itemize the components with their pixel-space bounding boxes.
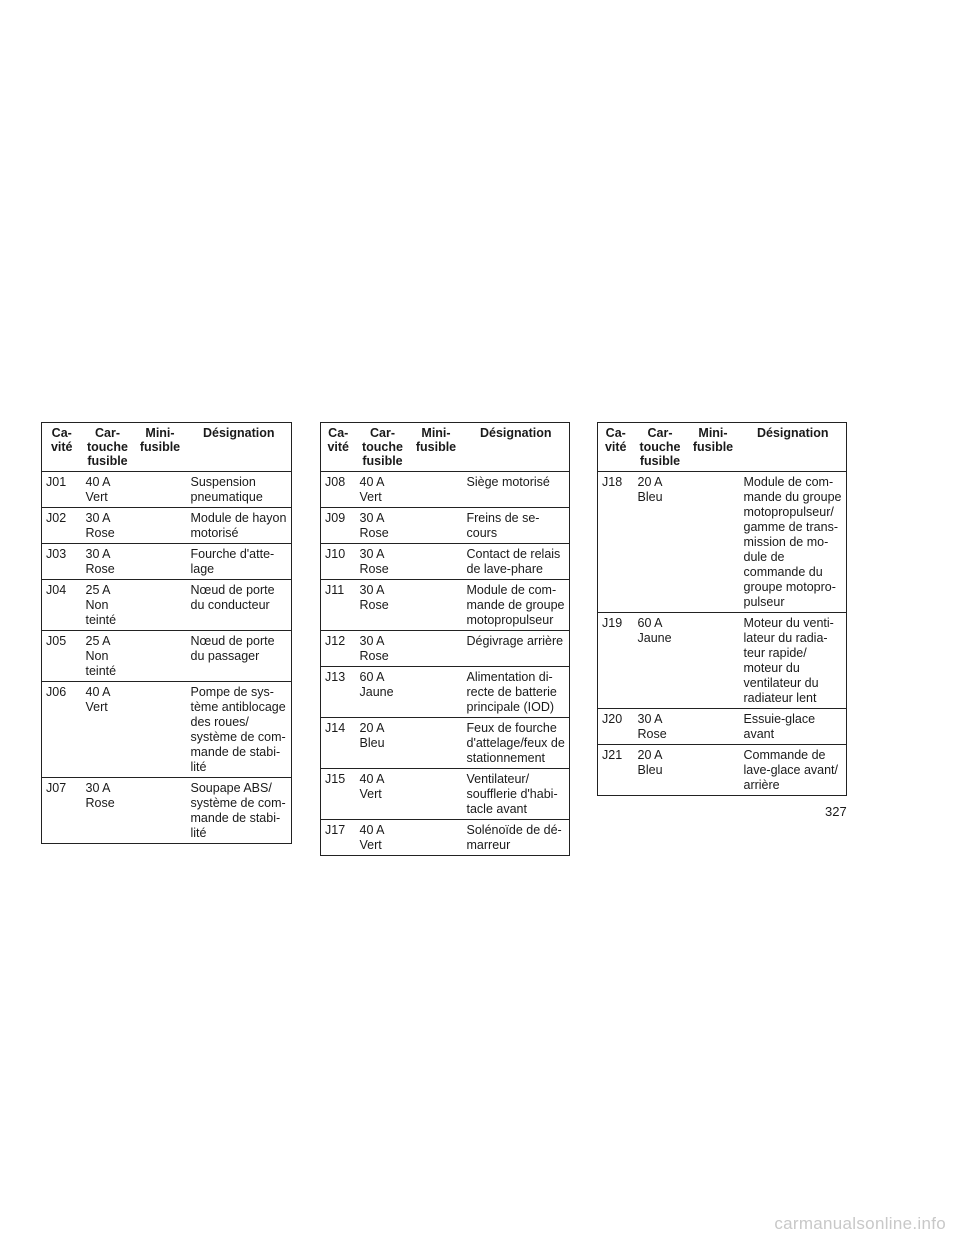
cartridge-fuse-cell: 30 A Rose: [356, 508, 410, 544]
designation-cell: Freins de se- cours: [463, 508, 570, 544]
header-designation: Désignation: [740, 423, 847, 472]
mini-fuse-cell: [410, 580, 463, 631]
table-row: [42, 508, 292, 544]
header-row: [42, 423, 292, 472]
cavity-cell: J11: [321, 580, 356, 631]
designation-cell: Ventilateur/ soufflerie d'habi- tacle avant: [463, 769, 570, 820]
mini-fuse-cell: [410, 667, 463, 718]
cartridge-fuse-cell: 60 A Jaune: [634, 613, 687, 709]
cavity-cell: J08: [321, 472, 356, 508]
cartridge-fuse-cell: 20 A Bleu: [634, 745, 687, 796]
mini-fuse-cell: [410, 544, 463, 580]
page-number: 327: [825, 804, 847, 819]
header-cavity: Ca- vité: [598, 423, 634, 472]
designation-cell: Module de hayon motorisé: [187, 508, 292, 544]
designation-cell: Nœud de porte du passager: [187, 631, 292, 682]
cavity-cell: J18: [598, 472, 634, 613]
designation-cell: Alimentation di- recte de batterie principale (IOD): [463, 667, 570, 718]
cartridge-fuse-cell: 40 A Vert: [356, 472, 410, 508]
table-row: [42, 778, 292, 844]
cartridge-fuse-cell: 25 A Non teinté: [82, 580, 134, 631]
designation-cell: Dégivrage arrière: [463, 631, 570, 667]
table-row: [321, 820, 570, 856]
designation-cell: Pompe de sys- tème antiblocage des roues/ système de com- mande de stabi- lité: [187, 682, 292, 778]
cavity-cell: J09: [321, 508, 356, 544]
designation-cell: Commande de lave-glace avant/ arrière: [740, 745, 847, 796]
watermark: carmanualsonline.info: [774, 1214, 946, 1233]
mini-fuse-cell: [410, 508, 463, 544]
header-row: [321, 423, 570, 472]
table-row: [42, 472, 292, 508]
cavity-cell: J13: [321, 667, 356, 718]
mini-fuse-cell: [687, 745, 740, 796]
cartridge-fuse-cell: 30 A Rose: [634, 709, 687, 745]
header-cavity: Ca- vité: [42, 423, 82, 472]
cavity-cell: J15: [321, 769, 356, 820]
cavity-cell: J21: [598, 745, 634, 796]
cartridge-fuse-cell: 30 A Rose: [82, 778, 134, 844]
cavity-cell: J04: [42, 580, 82, 631]
cavity-cell: J07: [42, 778, 82, 844]
table-row: [42, 682, 292, 778]
mini-fuse-cell: [410, 820, 463, 856]
table-row: [321, 508, 570, 544]
cavity-cell: J17: [321, 820, 356, 856]
cavity-cell: J19: [598, 613, 634, 709]
header-cartridge: Car- touche fusible: [356, 423, 410, 472]
table-row: [42, 631, 292, 682]
cartridge-fuse-cell: 25 A Non teinté: [82, 631, 134, 682]
table-row: [42, 580, 292, 631]
table-row: [321, 631, 570, 667]
table-row: [321, 769, 570, 820]
designation-cell: Module de com- mande du groupe motopropulseur/ gamme de trans- mission de mo- dule de commande du groupe motopro- pulseur: [740, 472, 847, 613]
cartridge-fuse-cell: 30 A Rose: [356, 580, 410, 631]
table-row: [598, 709, 847, 745]
mini-fuse-cell: [410, 718, 463, 769]
table-row: [42, 544, 292, 580]
cavity-cell: J10: [321, 544, 356, 580]
cartridge-fuse-cell: 60 A Jaune: [356, 667, 410, 718]
cavity-cell: J01: [42, 472, 82, 508]
header-cartridge: Car- touche fusible: [82, 423, 134, 472]
fuse-table-3: [597, 422, 847, 796]
cartridge-fuse-cell: 30 A Rose: [356, 544, 410, 580]
header-mini: Mini- fusible: [687, 423, 740, 472]
cartridge-fuse-cell: 40 A Vert: [356, 769, 410, 820]
fuse-table-1: [41, 422, 292, 844]
cavity-cell: J06: [42, 682, 82, 778]
designation-cell: Fourche d'atte- lage: [187, 544, 292, 580]
header-mini: Mini- fusible: [410, 423, 463, 472]
fuse-table-2: [320, 422, 570, 856]
mini-fuse-cell: [687, 613, 740, 709]
table-row: [598, 613, 847, 709]
table-row: [321, 544, 570, 580]
designation-cell: Module de com- mande de groupe motopropulseur: [463, 580, 570, 631]
mini-fuse-cell: [687, 472, 740, 613]
cartridge-fuse-cell: 20 A Bleu: [356, 718, 410, 769]
cartridge-fuse-cell: 40 A Vert: [82, 682, 134, 778]
mini-fuse-cell: [410, 472, 463, 508]
header-designation: Désignation: [187, 423, 292, 472]
table-row: [598, 472, 847, 613]
mini-fuse-cell: [134, 472, 187, 508]
designation-cell: Siège motorisé: [463, 472, 570, 508]
mini-fuse-cell: [134, 778, 187, 844]
table-row: [321, 667, 570, 718]
header-mini: Mini- fusible: [134, 423, 187, 472]
cartridge-fuse-cell: 40 A Vert: [356, 820, 410, 856]
designation-cell: Nœud de porte du conducteur: [187, 580, 292, 631]
designation-cell: Moteur du venti- lateur du radia- teur rapide/ moteur du ventilateur du radiateur lent: [740, 613, 847, 709]
cartridge-fuse-cell: 30 A Rose: [82, 544, 134, 580]
mini-fuse-cell: [134, 508, 187, 544]
cavity-cell: J02: [42, 508, 82, 544]
header-row: [598, 423, 847, 472]
cartridge-fuse-cell: 30 A Rose: [356, 631, 410, 667]
mini-fuse-cell: [410, 769, 463, 820]
mini-fuse-cell: [134, 631, 187, 682]
cavity-cell: J14: [321, 718, 356, 769]
designation-cell: Contact de relais de lave-phare: [463, 544, 570, 580]
designation-cell: Feux de fourche d'attelage/feux de stationnement: [463, 718, 570, 769]
designation-cell: Solénoïde de dé- marreur: [463, 820, 570, 856]
designation-cell: Suspension pneumatique: [187, 472, 292, 508]
mini-fuse-cell: [134, 580, 187, 631]
cavity-cell: J20: [598, 709, 634, 745]
table-row: [598, 745, 847, 796]
cartridge-fuse-cell: 30 A Rose: [82, 508, 134, 544]
designation-cell: Essuie-glace avant: [740, 709, 847, 745]
cavity-cell: J12: [321, 631, 356, 667]
mini-fuse-cell: [410, 631, 463, 667]
mini-fuse-cell: [134, 544, 187, 580]
designation-cell: Soupape ABS/ système de com- mande de stabi- lité: [187, 778, 292, 844]
cartridge-fuse-cell: 20 A Bleu: [634, 472, 687, 613]
table-row: [321, 580, 570, 631]
cavity-cell: J03: [42, 544, 82, 580]
header-cartridge: Car- touche fusible: [634, 423, 687, 472]
mini-fuse-cell: [134, 682, 187, 778]
cartridge-fuse-cell: 40 A Vert: [82, 472, 134, 508]
cavity-cell: J05: [42, 631, 82, 682]
mini-fuse-cell: [687, 709, 740, 745]
table-row: [321, 718, 570, 769]
header-cavity: Ca- vité: [321, 423, 356, 472]
table-row: [321, 472, 570, 508]
header-designation: Désignation: [463, 423, 570, 472]
